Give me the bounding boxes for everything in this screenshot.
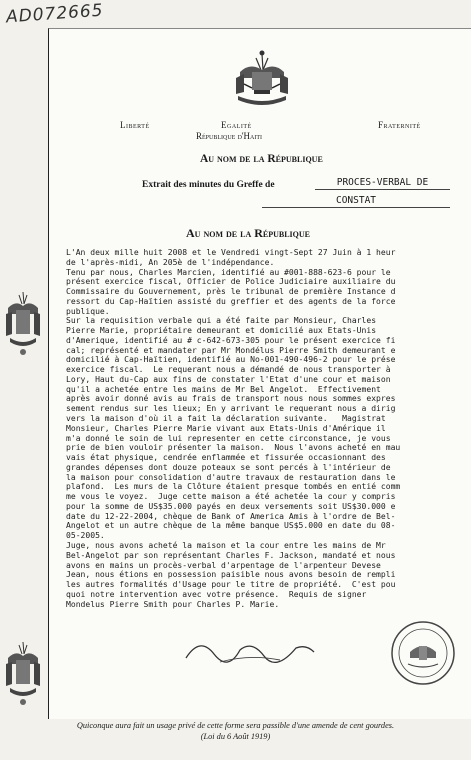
- body-line: présent exercice fiscal, Officier de Police Judiciaire auxiliaire du: [66, 277, 396, 287]
- body-line: Mondelus Pierre Smith pour Charles P. Marie.: [66, 599, 280, 609]
- body-line: de l'après-midi, An 205è de l'indépendance.: [66, 257, 275, 267]
- body-line: publique.: [66, 306, 110, 316]
- heading-top: Au nom de la République: [200, 153, 323, 165]
- body-line: L'An deux mille huit 2008 et le Vendredi vingt-Sept 27 Juin à 1 heur: [66, 248, 396, 257]
- body-line: exercice fiscal. Le requerant nous a démandé de nous transporter à: [66, 365, 391, 375]
- side-seal-emblem: [4, 290, 42, 360]
- signature: [180, 630, 320, 670]
- body-line: vais état physique, cendrée enflammée et fissurée occasionnant des: [66, 453, 386, 463]
- body-line: les autres formalités d'Usage pour le titre de propriété. C'est pou: [66, 580, 396, 590]
- body-line: vers la maison d'où il a fait la déclaration suivante. Magistrat: [66, 414, 386, 424]
- body-line: Juge, nous avons acheté la maison et la cour entre les mains de Mr: [66, 540, 386, 550]
- republic-name: République d'Haiti: [196, 131, 263, 141]
- body-line: grandes dépenses dont douze poteaux se sont percés à l'intérieur de: [66, 462, 391, 472]
- body-line: d'Amerique, identifié au # c-642-673-305 pour le présent exercice fi: [66, 335, 396, 345]
- side-seal-emblem: [4, 640, 42, 710]
- body-line: Monsieur, Charles Pierre Marie vivant aux Etats-Unis d'Amérique il: [66, 423, 386, 433]
- body-line: Jean, nous étions en possession paisible nous avons besoin de rempli: [66, 570, 396, 580]
- body-line: date du 12-22-2004, chèque de Bank of America Amis à l'ordre de Bel-: [66, 511, 396, 521]
- body-line: Angelot et un autre chèque de la même banque US$5.000 en date du 08-: [66, 521, 396, 531]
- body-line: Lory, Haut du-Cap aux fins de constater l'Etat d'une cour et maison: [66, 374, 391, 384]
- footer-line-2: (Loi du 6 Août 1919): [200, 732, 271, 741]
- body-line: plafond. Les murs de la Clôture étaient presque tombés en entié comm: [66, 482, 401, 492]
- document-type-field: PROCES-VERBAL DE: [315, 177, 450, 190]
- motto-egalite: Egalité: [221, 120, 252, 130]
- heading-main: Au nom de la République: [186, 226, 311, 240]
- body-line: pour la somme de US$35.000 payés en deux versements soit US$30.000 e: [66, 501, 396, 511]
- body-line: quoi notre intervention avec votre présence. Requis de signer: [66, 589, 367, 599]
- body-line: prie de bien vouloir présenter la maison. Nous l'avons acheté en mau: [66, 443, 401, 453]
- body-line: après avoir donné avis au frais de transport nous nous sommes expres: [66, 394, 396, 404]
- coat-of-arms-emblem: [230, 48, 294, 110]
- body-line: qu'il a achetée entre les mains de Mr Bel Angelot. Effectivement: [66, 384, 381, 394]
- body-line: Tenu par nous, Charles Marcien, identifié au #001-888-623-6 pour le: [66, 267, 391, 277]
- body-line: Bel-Angelot par son représentant Charles F. Jackson, mandaté et nous: [66, 550, 396, 560]
- body-line: ressort du Cap-Haïtien assisté du greffier et des agents de la force: [66, 296, 396, 306]
- handwritten-stamp-number: AD072665: [5, 0, 105, 28]
- body-line: sement rendus sur les lieux; En y arrivant le requerant nous a dirig: [66, 404, 396, 414]
- typed-body-text: [66, 248, 470, 609]
- body-line: me vous le voyez. Juge cette maison a été achetée la cour y compris: [66, 492, 396, 502]
- body-line: 05-2005.: [66, 531, 105, 541]
- body-line: avons en mains un procès-verbal d'arpentage de l'arpenteur Devese: [66, 560, 381, 570]
- motto-liberte: Liberté: [120, 120, 150, 130]
- body-line: Sur la requisition verbale qui a été faite par Monsieur, Charles: [66, 316, 377, 326]
- body-line: domicilié à Cap-Haïtien, identifié au No-001-490-496-2 pour le prése: [66, 355, 396, 365]
- body-line: m'a donné le soin de lui representer en cette circonstance, je vous: [66, 433, 391, 443]
- extract-label: Extrait des minutes du Greffe de: [142, 180, 275, 190]
- footer-line-1: Quiconque aura fait un usage privé de cette forme sera passible d'une amende de cent gourdes.: [76, 721, 395, 730]
- document-type-field-continued: CONSTAT: [262, 195, 450, 208]
- motto-fraternite: Fraternité: [378, 120, 421, 130]
- body-line: Commissaire du Gouvernement, près le tribunal de première Instance d: [66, 287, 396, 297]
- body-line: Pierre Marie, propriétaire demeurant et domicilié aux Etats-Unis: [66, 326, 377, 336]
- footer-notice: [0, 720, 471, 742]
- body-line: cal; représenté et mandater par Mr Mondélus Pierre Smith demeurant e: [66, 345, 396, 355]
- body-line: la maison pour consolidation d'autre travaux de restauration dans le: [66, 472, 396, 482]
- official-stamp: [388, 618, 458, 688]
